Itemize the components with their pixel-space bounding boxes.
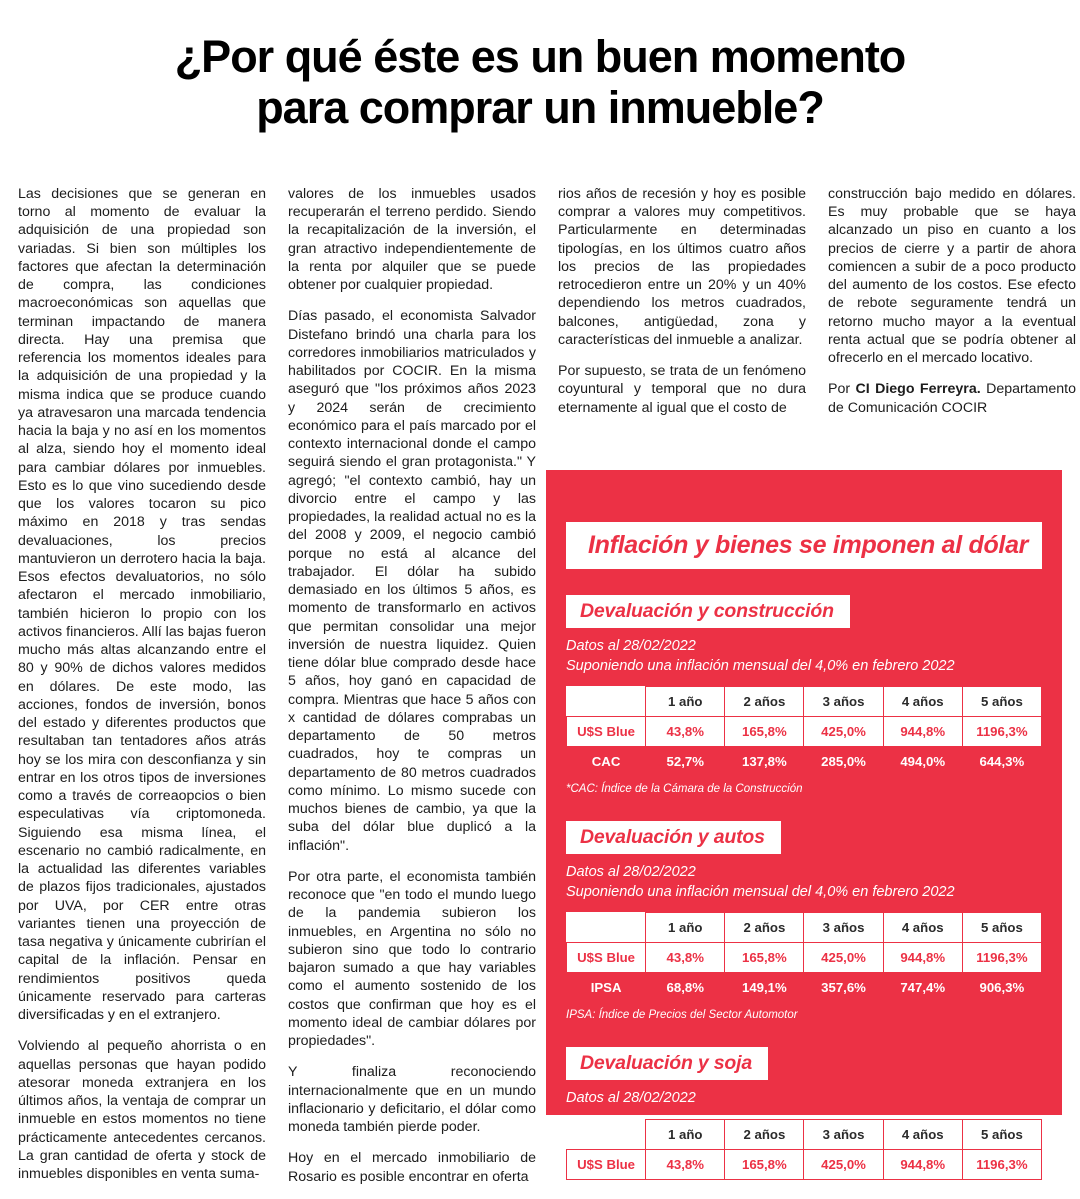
row-label: U$S Blue <box>567 943 646 973</box>
cell: 425,0% <box>804 1149 883 1179</box>
cell: 747,4% <box>883 973 962 1003</box>
infographic-title: Inflación y bienes se imponen al dólar <box>566 522 1042 569</box>
section-subtitle <box>566 1089 1042 1109</box>
byline-author: CI Diego Ferreyra. <box>855 381 981 398</box>
article-column-1 <box>18 185 266 1199</box>
data-table <box>566 686 1042 777</box>
table-header-row <box>567 1119 1042 1149</box>
table-corner-cell <box>567 1119 646 1149</box>
paragraph: construcción bajo medido en dólares. Es muy probable que se haya alcanzado un piso en cuanto a los precios de cierre y a partir de ahora comiencen a subir de a poco producto del aumento de los costos. Ese efecto de rebote seguramente tendrá un retorno mucho mayor a la eventual renta actual que se podría obtener al ofrecerlo en el mercado locativo. <box>828 185 1076 367</box>
column-header: 1 año <box>646 913 725 943</box>
cell: 494,0% <box>883 747 962 777</box>
cell: 644,3% <box>962 747 1041 777</box>
row-label: CAC <box>567 747 646 777</box>
cell: 165,8% <box>725 717 804 747</box>
column-header: 5 años <box>962 913 1041 943</box>
infographic-section-construccion <box>566 595 1042 795</box>
headline-line-1: ¿Por qué éste es un buen momento <box>174 31 906 83</box>
cell: 357,6% <box>804 973 883 1003</box>
table-corner-cell <box>567 913 646 943</box>
paragraph: Por supuesto, se trata de un fenómeno coyuntural y temporal que no dura eternamente al igual que el costo de <box>558 363 806 416</box>
infographic-section-soja <box>566 1047 1042 1180</box>
headline-line-2: para comprar un inmueble? <box>256 81 824 133</box>
row-label: U$S Blue <box>567 717 646 747</box>
column-header: 1 año <box>646 687 725 717</box>
byline-prefix: Por <box>828 381 856 398</box>
cell: 425,0% <box>804 717 883 747</box>
table-row <box>567 747 1042 777</box>
table-row <box>567 973 1042 1003</box>
cell: 285,0% <box>804 747 883 777</box>
section-header: Devaluación y soja <box>566 1047 768 1080</box>
table-header-row <box>567 687 1042 717</box>
cell: 1196,3% <box>962 717 1041 747</box>
paragraph: Volviendo al pequeño ahorrista o en aquellas personas que hayan podido atesorar moneda extranjera en los últimos años, la ventaja de comprar un inmueble en estos momentos no tiene prácticamente antecedentes cercanos. La gran cantidad de oferta y stock de inmuebles disponibles en venta suma- <box>18 1038 266 1183</box>
section-header: Devaluación y autos <box>566 821 781 854</box>
column-header: 4 años <box>883 913 962 943</box>
section-subtitle-line-1: Datos al 28/02/2022 <box>566 638 696 655</box>
column-header: 3 años <box>804 687 883 717</box>
column-header: 4 años <box>883 1119 962 1149</box>
table-footnote: IPSA: Índice de Precios del Sector Automotor <box>566 1009 798 1022</box>
cell: 944,8% <box>883 717 962 747</box>
infographic-panel <box>546 470 1062 1172</box>
table-row <box>567 717 1042 747</box>
paragraph: rios años de recesión y hoy es posible comprar a valores muy competitivos. Particularmente en determinadas tipologías, en los últimos cuatro años los precios de las propiedades retrocedieron entre un 20% y un 40% dependiendo los metros cuadrados, balcones, antigüedad, zona y características del inmueble a analizar. <box>558 185 806 348</box>
table-header-row <box>567 913 1042 943</box>
cell: 43,8% <box>646 1149 725 1179</box>
column-header: 3 años <box>804 913 883 943</box>
section-subtitle-line-2: Suponiendo una inflación mensual del 4,0% en febrero 2022 <box>566 657 955 674</box>
cell: 43,8% <box>646 943 725 973</box>
column-header: 2 años <box>725 1119 804 1149</box>
paragraph: Las decisiones que se generan en torno al momento de evaluar la adquisición de una propiedad son variadas. Si bien son múltiples los factores que afectan la determinación de compra, las condiciones macroeconómicas son aquellas que terminan impactando de manera directa. Hay una premisa que referencia los momentos ideales para la adquisición de una propiedad y la misma indica que se produce cuando ya atravesaron una marcada tendencia hacia la baja y no así en los momentos al alza, siendo hoy el momento ideal para cambiar dólares por inmuebles. Esto es lo que vino sucediendo desde que los valores tocaron su pico máximo en 2018 y tras sendas devaluaciones, los precios mantuvieron un derrotero hacia la baja. Esos efectos devaluatorios, no sólo afectaron el mercado inmobiliario, también hicieron lo propio con los activos financieros. Allí las bajas fueron mucho más altas alcanzando entre el 80 y 90% de dichos valores medidos en dólares. De este modo, las acciones, fondos de inversión, bonos del estado y diferentes productos que resultaban tan tentadores años atrás hoy se los mira con desconfianza y sin entrar en los otros tipos de inversiones como a través de correaopcios o bien especulativas vía criptomoneda. Siguiendo esa misma línea, el escenario no cambió radicalmente, en la actualidad las diferentes variables de plazos fijos tradicionales, ajustados por UVA, por CER entre otras variantes tienen una proyección de tasa negativa y únicamente cubrirían el capital de la inflación. Pensar en rendimientos positivos queda únicamente reservado para carteras diversificadas y en el extranjero. <box>18 185 266 1024</box>
section-header: Devaluación y construcción <box>566 595 850 628</box>
table-row <box>567 943 1042 973</box>
paragraph: Por otra parte, el economista también reconoce que "en todo el mundo luego de la pandemia subieron los inmuebles, en Argentina no sólo no subieron sino que todo lo contrario bajaron sumado a que hay variables como el aumento sostenido de los costos que confirman que hoy es el momento ideal de cambiar dólares por propiedades". <box>288 868 536 1050</box>
cell: 165,8% <box>725 1149 804 1179</box>
cell: 1196,3% <box>962 1149 1041 1179</box>
table-corner-cell <box>567 687 646 717</box>
column-header: 5 años <box>962 1119 1041 1149</box>
section-subtitle-line-1: Datos al 28/02/2022 <box>566 1090 696 1107</box>
row-label: U$S Blue <box>567 1149 646 1179</box>
paragraph: Hoy en el mercado inmobiliario de Rosario es posible encontrar en oferta <box>288 1150 536 1185</box>
newspaper-page <box>0 30 1080 1185</box>
section-subtitle <box>566 637 1042 676</box>
cell: 906,3% <box>962 973 1041 1003</box>
cell: 43,8% <box>646 717 725 747</box>
column-header: 4 años <box>883 687 962 717</box>
column-header: 1 año <box>646 1119 725 1149</box>
paragraph: valores de los inmuebles usados recuperarán el terreno perdido. Siendo la recapitalización de la inversión, el gran atractivo independientemente de la renta por alquiler que se puede obtener por cualquier propiedad. <box>288 185 536 294</box>
section-subtitle <box>566 863 1042 902</box>
cell: 68,8% <box>646 973 725 1003</box>
cell: 944,8% <box>883 1149 962 1179</box>
column-header: 3 años <box>804 1119 883 1149</box>
cell: 149,1% <box>725 973 804 1003</box>
table-footnote: *CAC: Índice de la Cámara de la Construcción <box>566 783 803 796</box>
column-header: 2 años <box>725 913 804 943</box>
section-subtitle-line-2: Suponiendo una inflación mensual del 4,0% en febrero 2022 <box>566 883 955 900</box>
row-label: IPSA <box>567 973 646 1003</box>
column-header: 5 años <box>962 687 1041 717</box>
cell: 425,0% <box>804 943 883 973</box>
infographic-section-autos <box>566 821 1042 1021</box>
cell: 944,8% <box>883 943 962 973</box>
byline-rest: Departamento de Comunicación COCIR <box>828 381 1076 416</box>
section-subtitle-line-1: Datos al 28/02/2022 <box>566 864 696 881</box>
cell: 1196,3% <box>962 943 1041 973</box>
data-table <box>566 912 1042 1003</box>
column-header: 2 años <box>725 687 804 717</box>
table-row <box>567 1149 1042 1179</box>
paragraph: Y finaliza reconociendo internacionalmente que en un mundo inflacionario y deficitario, el dólar como moneda también pierde poder. <box>288 1064 536 1136</box>
paragraph: Días pasado, el economista Salvador Distefano brindó una charla para los corredores inmobiliarios matriculados y habilitados por COCIR. En la misma aseguró que "los próximos años 2023 y 2024 serán de crecimiento económico para el país marcado por el contexto internacional donde el campo seguirá siendo el gran protagonista." Y agregó; "el contexto cambió, hay un divorcio entre el campo y las propiedades, la realidad actual no es la del 2008 y 2009, el negocio cambió porque no está al alcance del trabajador. El dólar ha subido demasiado en los últimos 5 años, es momento de transformarlo en activos que permitan consolidar una mejor inversión de nuestra liquidez. Quien tiene dólar blue comprado desde hace 5 años, hoy ganó en capacidad de compra. Mientras que hace 5 años con x cantidad de dólares comprabas un departamento de 50 metros cuadrados, hoy te compras un departamento de 80 metros cuadrados como mínimo. Lo mismo sucede con muchos bienes de cambio, ya que la suba del dólar blue duplicó a la inflación". <box>288 308 536 854</box>
article-column-2 <box>288 185 536 1199</box>
cell: 52,7% <box>646 747 725 777</box>
cell: 165,8% <box>725 943 804 973</box>
cell: 137,8% <box>725 747 804 777</box>
page-title <box>18 30 1062 133</box>
byline <box>828 380 1076 417</box>
data-table <box>566 1119 1042 1180</box>
